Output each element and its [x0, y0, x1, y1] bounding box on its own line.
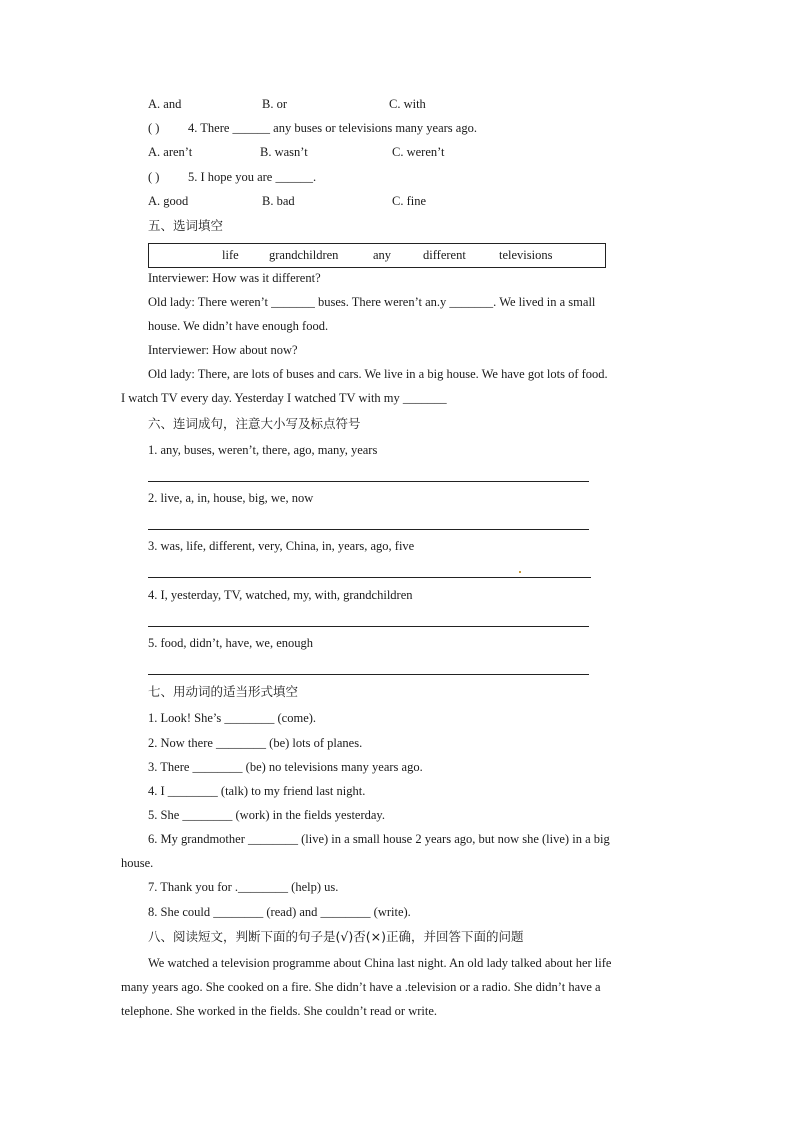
q4-option-a: A. aren’t [148, 145, 193, 159]
dialogue-line: I watch TV every day. Yesterday I watched TV with my _______ [121, 391, 447, 405]
section7-heading: 七、用动词的适当形式填空 [148, 684, 299, 699]
dialogue-line: house. We didn’t have enough food. [148, 319, 329, 333]
verb-item: 1. Look! She’s ________ (come). [148, 711, 317, 725]
answer-line[interactable] [148, 626, 589, 627]
verb-item: 3. There ________ (be) no televisions many years ago. [148, 760, 423, 774]
sentence-prompt: 3. was, life, different, very, China, in, years, ago, five [148, 539, 415, 553]
dialogue-line: Old lady: There, are lots of buses and cars. We live in a big house. We have got lots of food. [148, 367, 608, 381]
section8-heading: 八、阅读短文，判断下面的句子是(√)否(×)正确，并回答下面的问题 [148, 929, 524, 944]
q4-option-c: C. weren’t [392, 145, 445, 159]
q4-stem: 4. There ______ any buses or televisions many years ago. [188, 121, 477, 135]
q5-option-a: A. good [148, 194, 189, 208]
word-bank-box [148, 243, 606, 268]
stray-mark [519, 571, 521, 573]
q4-option-b: B. wasn’t [260, 145, 308, 159]
verb-item: 2. Now there ________ (be) lots of planes. [148, 736, 363, 750]
q5-option-c: C. fine [392, 194, 427, 208]
answer-line[interactable] [148, 674, 589, 675]
sentence-prompt: 4. I, yesterday, TV, watched, my, with, grandchildren [148, 588, 413, 602]
verb-item-continuation: house. [121, 856, 154, 870]
q3-option-a: A. and [148, 97, 182, 111]
section5-heading: 五、选词填空 [148, 218, 224, 233]
passage-line: many years ago. She cooked on a fire. She didn’t have a .television or a radio. She didn’t have a [121, 980, 601, 994]
word-bank-word: grandchildren [269, 248, 339, 262]
word-bank-word: televisions [499, 248, 553, 262]
word-bank-word: any [373, 248, 392, 262]
verb-item: 7. Thank you for .________ (help) us. [148, 880, 339, 894]
verb-item: 4. I ________ (talk) to my friend last night. [148, 784, 366, 798]
passage-line: We watched a television programme about China last night. An old lady talked about her life [148, 956, 612, 970]
q3-option-b: B. or [262, 97, 287, 111]
verb-item: 6. My grandmother ________ (live) in a small house 2 years ago, but now she (live) in a big [148, 832, 610, 846]
q5-option-b: B. bad [262, 194, 295, 208]
verb-item: 5. She ________ (work) in the fields yesterday. [148, 808, 385, 822]
sentence-prompt: 2. live, a, in, house, big, we, now [148, 491, 314, 505]
sentence-prompt: 1. any, buses, weren’t, there, ago, many, years [148, 443, 378, 457]
dialogue-line: Old lady: There weren’t _______ buses. There weren’t an.y _______. We lived in a small [148, 295, 596, 309]
passage-line: telephone. She worked in the fields. She couldn’t read or write. [121, 1004, 438, 1018]
q4-answer-paren: ( ) [148, 121, 160, 135]
sentence-prompt: 5. food, didn’t, have, we, enough [148, 636, 314, 650]
q5-stem: 5. I hope you are ______. [188, 170, 317, 184]
answer-line[interactable] [148, 529, 589, 530]
q5-answer-paren: ( ) [148, 170, 160, 184]
answer-line[interactable] [148, 481, 589, 482]
q3-option-c: C. with [389, 97, 426, 111]
word-bank-word: life [222, 248, 239, 262]
section6-heading: 六、连词成句，注意大小写及标点符号 [148, 416, 361, 431]
word-bank-word: different [423, 248, 466, 262]
dialogue-line: Interviewer: How was it different? [148, 271, 321, 285]
dialogue-line: Interviewer: How about now? [148, 343, 298, 357]
answer-line[interactable] [148, 577, 591, 578]
verb-item: 8. She could ________ (read) and ________ (write). [148, 905, 411, 919]
